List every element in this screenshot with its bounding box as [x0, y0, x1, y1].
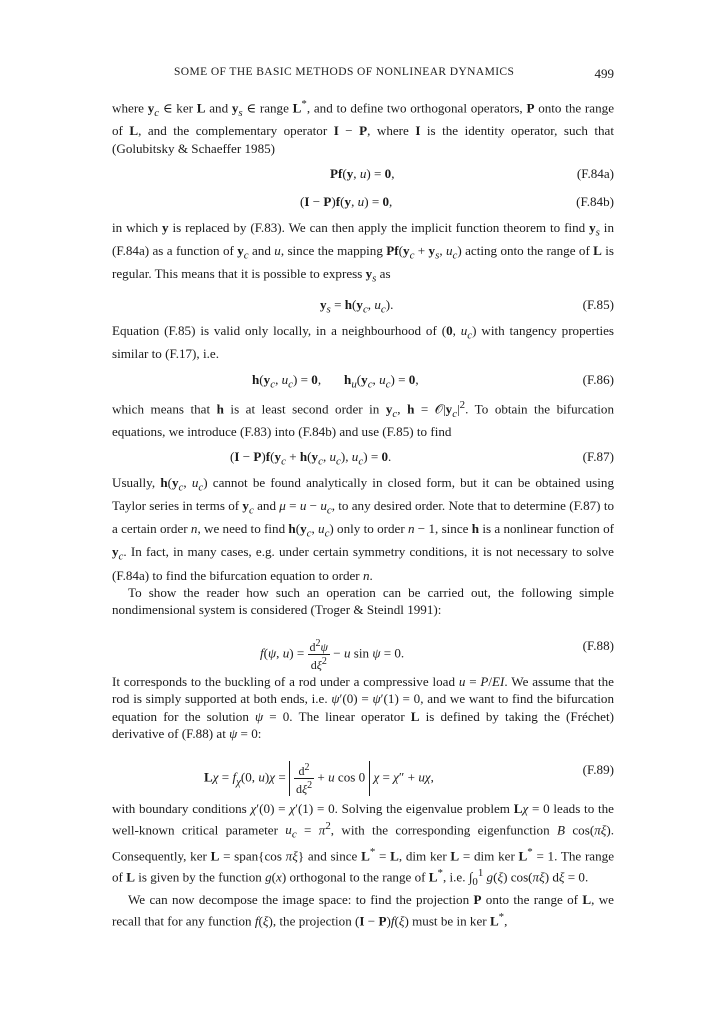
paragraph-1: where $y_c$ ∈ ker L and $y_s$ ∈ range L*, and to define two orthogonal operators, P onto the range of L, and the complementary operator I − P, where I is the identity operator, such that (Golubitsky & Schaeffer 1985) — [112, 98, 615, 156]
equation-number: (F.87) — [582, 449, 614, 465]
running-header — [174, 66, 614, 81]
equation-f86: $h(y_c$, $u_c) = 0$, $h_u(y_c$, $u_c) = 0$, (F.86) — [252, 371, 614, 391]
equation-number: (F.86) — [582, 371, 614, 387]
equation-number: (F.84a) — [576, 166, 614, 182]
page-number: 499 — [594, 66, 614, 81]
paragraph-9: We can now decompose the image space: to find the projection P onto the range of L, we recall that for any function f(ξ), the projection (I − P)f(ξ) must be in ker L*, — [112, 892, 614, 929]
equation-f87: $(I - P)f(y_c + h(y_c$, $u_c$), $u_c) = 0$. (F.87) — [230, 449, 614, 469]
paragraph-3: Equation (F.85) is valid only locally, in a neighbourhood of (0, $u_c$) with tangency properties similar to (F.17), i.e. — [112, 323, 614, 362]
equation-f88: f(ψ, u) = $\frac{d^2\psi}{d\xi^2}$ − u sin ψ = 0. (F.88) — [260, 637, 614, 672]
equation-f85: $y_s = h(y_c$, $u_c$). (F.85) — [320, 297, 614, 316]
paragraph-8: with boundary conditions χ′(0) = χ′(1) = 0. Solving the eigenvalue problem Lχ = 0 leads to the well-known critical parameter $u_c = \pi^2$, with the corresponding eigenfunction B cos(πξ). Consequently, ker L = span{cos πξ} and since L* = L, dim ker L = dim ker L* = 1. The range of L is given by the function g(x) orthogonal to the range of L*, i.e. $\int_0^1$ g(ξ) cos(πξ) dξ = 0. — [112, 801, 615, 888]
equation-number: (F.85) — [582, 297, 614, 313]
equation-f89: $L\chi = f_\chi(0$, u)χ = $\frac{d^2}{d\xi^2}$ + u cos 0 χ = χ″ + uχ, (F.89) — [204, 762, 614, 797]
paragraph-2: in which y is replaced by (F.83). We can then apply the implicit function theorem to find $y_s$ in (F.84a) as a function of $y_c$ and u, since the mapping $Pf(y_c + y_s$, $u_c$) acting onto the range of L is regular. This means that it is possible to express $y_s$ as — [112, 220, 615, 285]
equation-number: (F.89) — [582, 762, 614, 778]
equation-number: (F.84b) — [576, 194, 614, 210]
equation-f84a: Pf(y, u) = 0, (F.84a) — [330, 166, 614, 182]
paragraph-4: which means that h is at least second order in $y_c$, $h = 𝒪|y_c|^2$. To obtain the bifurcation equations, we introduce (F.83) into (F.84b) and use (F.85) to find — [112, 398, 615, 440]
equation-number: (F.88) — [582, 637, 614, 653]
body-text — [112, 96, 614, 929]
paragraph-5: Usually, $h(y_c$, $u_c$) cannot be found analytically in closed form, but it can be obtained using Taylor series in terms of $y_c$ and $\mu = u - u_c$, to any desired order. Note that to determine (F.87) to a certain order n, we need to find $h(y_c$, $u_c$) only to order n − 1, since h is a nonlinear function of $y_c$. In fact, in many cases, e.g. under certain symmetry conditions, it is not necessary to solve (F.84a) to find the bifurcation equation to order n. — [112, 475, 615, 583]
paragraph-7: It corresponds to the buckling of a rod under a compressive load u = P/EI. We assume that the rod is simply supported at both ends, i.e. ψ′(0) = ψ′(1) = 0, and we want to find the bifurcation equation for the solution ψ = 0. The linear operator L is defined by taking the (Fréchet) derivative of (F.88) at ψ = 0: — [112, 673, 614, 741]
paragraph-6: To show the reader how such an operation can be carried out, the following simple nondimensional system is considered (Troger & Steindl 1991): — [112, 584, 614, 618]
running-title: SOME OF THE BASIC METHODS OF NONLINEAR DYNAMICS — [174, 66, 515, 78]
equation-f84b: (I − P)f(y, u) = 0, (F.84b) — [300, 194, 614, 210]
